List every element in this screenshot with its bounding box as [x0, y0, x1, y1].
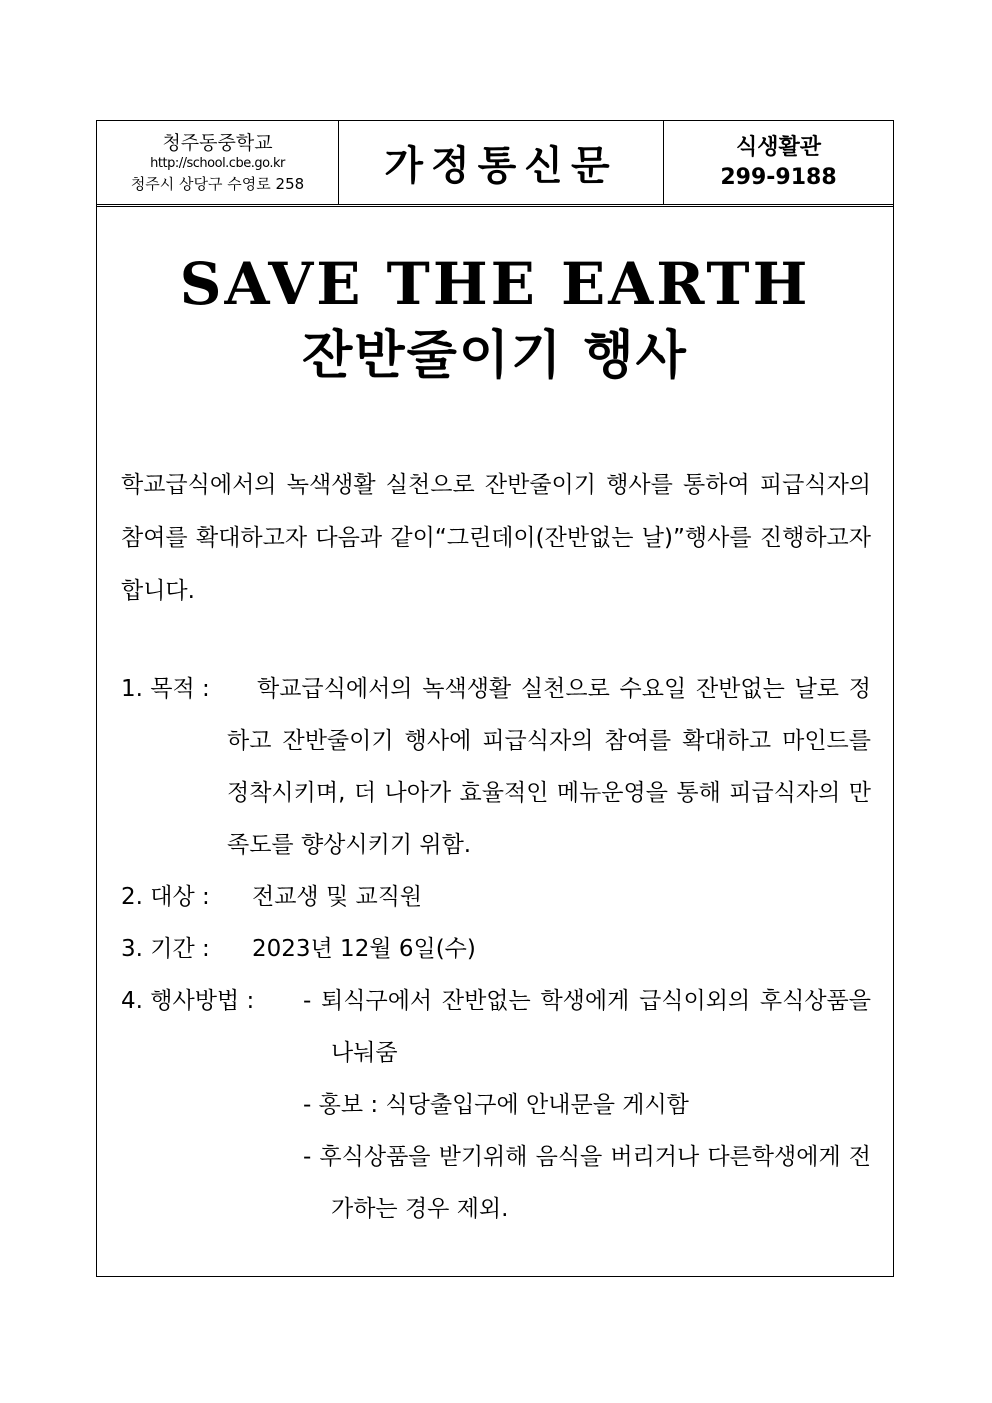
target-label: 2. 대상 : — [121, 884, 210, 910]
target-text: 전교생 및 교직원 — [252, 884, 423, 910]
purpose-text: 학교급식에서의 녹색생활 실천으로 수요일 잔반없는 날로 정하고 잔반줄이기 행사에 피급식자의 참여를 확대하고 마인드를 정착시키며, 더 나아가 효율적인 메뉴운영을 통해 피급식자의 만족도를 향상시키기 위함. — [227, 676, 871, 858]
school-info-cell — [97, 121, 339, 204]
doc-title: 가정통신문 — [384, 143, 618, 189]
school-url: http://school.cbe.go.kr — [150, 155, 285, 171]
header-table — [97, 121, 893, 207]
notice-frame — [96, 120, 894, 1277]
method-item-1: - 퇴식구에서 잔반없는 학생에게 급식이외의 후식상품을 나눠줌 — [303, 988, 871, 1066]
period-label: 3. 기간 : — [121, 936, 210, 962]
contact-cell — [664, 121, 893, 204]
intro-paragraph: 학교급식에서의 녹색생활 실천으로 잔반줄이기 행사를 통하여 피급식자의 참여를 확대하고자 다음과 같이“그린데이(잔반없는 날)”행사를 진행하고자 합니다. — [121, 472, 871, 604]
phone-number: 299-9188 — [720, 164, 837, 190]
main-title-korean: 잔반줄이기 행사 — [302, 326, 688, 386]
method-item-3: - 후식상품을 받기위해 음식을 버리거나 다른학생에게 전가하는 경우 제외. — [303, 1144, 871, 1222]
school-name: 청주동중학교 — [162, 131, 273, 154]
main-title-english: SAVE THE EARTH — [179, 250, 811, 318]
department: 식생활관 — [735, 134, 821, 160]
school-address: 청주시 상당구 수영로 258 — [130, 174, 305, 193]
method-label: 4. 행사방법 : — [121, 988, 255, 1014]
purpose-label: 1. 목적 : — [121, 676, 210, 702]
period-text: 2023년 12월 6일(수) — [252, 936, 476, 962]
doc-title-cell — [339, 121, 664, 204]
method-item-2: - 홍보 : 식당출입구에 안내문을 게시함 — [303, 1092, 689, 1118]
